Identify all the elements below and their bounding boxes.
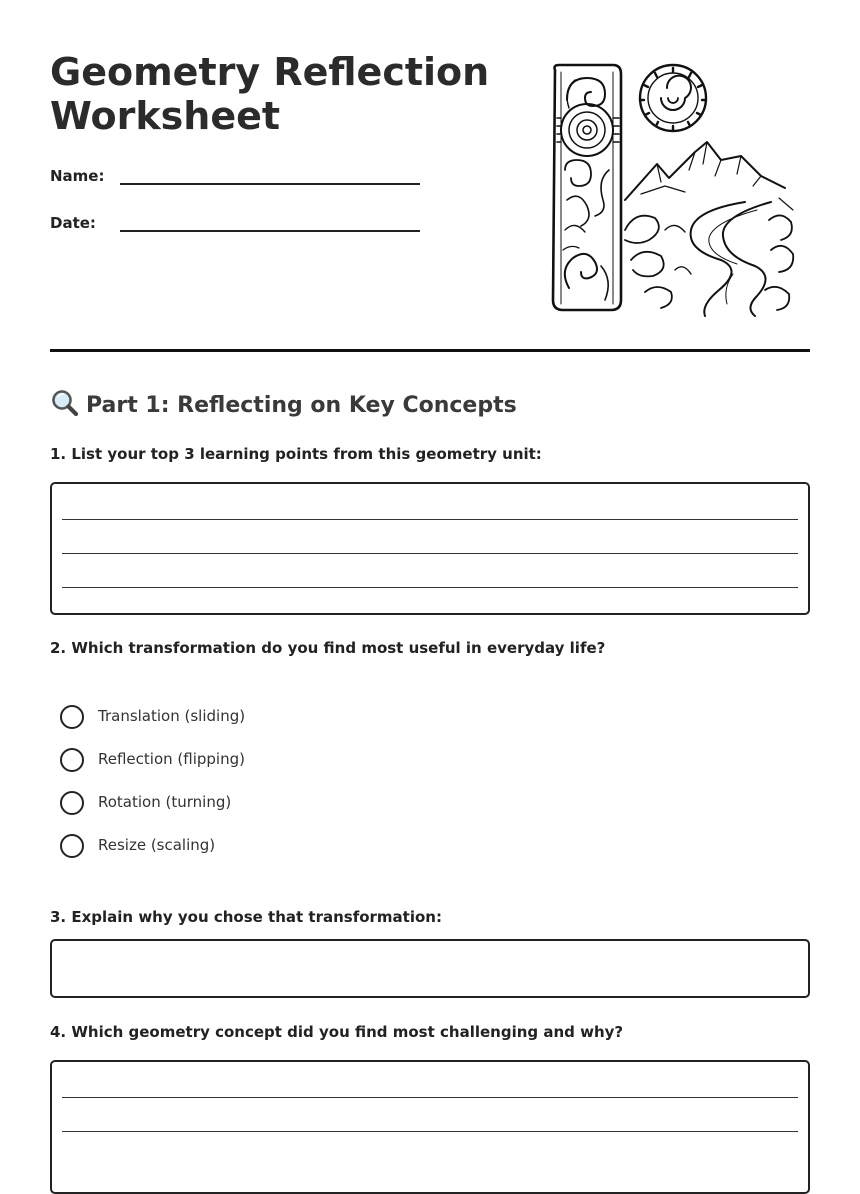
page-title: Geometry Reflection Worksheet (50, 50, 490, 138)
date-label: Date: (50, 214, 96, 232)
answer-box-q1[interactable] (50, 482, 810, 615)
name-label: Name: (50, 167, 105, 185)
option-reflection[interactable] (60, 748, 460, 772)
answer-line (62, 553, 798, 554)
answer-line (62, 1131, 798, 1132)
option-rotation[interactable] (60, 791, 460, 815)
answer-box-q4[interactable] (50, 1060, 810, 1194)
date-field[interactable] (120, 230, 420, 232)
name-field-row (50, 167, 470, 197)
question-4: 4. Which geometry concept did you find most challenging and why? (50, 1023, 624, 1041)
option-label: Translation (sliding) (98, 707, 246, 725)
answer-box-q3[interactable] (50, 939, 810, 998)
answer-line (62, 587, 798, 588)
header-divider (50, 349, 810, 352)
question-2: 2. Which transformation do you find most useful in everyday life? (50, 639, 606, 657)
section-heading (50, 388, 517, 421)
section-heading-text: Part 1: Reflecting on Key Concepts (86, 393, 517, 418)
name-field[interactable] (120, 183, 420, 185)
option-translation[interactable] (60, 705, 460, 729)
maori-carving-landscape-illustration (545, 60, 800, 320)
option-label: Rotation (turning) (98, 793, 232, 811)
question-1: 1. List your top 3 learning points from this geometry unit: (50, 445, 542, 463)
date-field-row (50, 214, 470, 244)
option-label: Reflection (flipping) (98, 750, 245, 768)
radio-button[interactable] (60, 791, 84, 815)
worksheet-page (50, 0, 810, 1161)
option-resize[interactable] (60, 834, 460, 858)
option-label: Resize (scaling) (98, 836, 216, 854)
question-3: 3. Explain why you chose that transformation: (50, 908, 442, 926)
radio-button[interactable] (60, 748, 84, 772)
answer-line (62, 519, 798, 520)
radio-button[interactable] (60, 834, 84, 858)
radio-button[interactable] (60, 705, 84, 729)
magnifying-glass-icon (50, 388, 80, 418)
answer-line (62, 1097, 798, 1098)
